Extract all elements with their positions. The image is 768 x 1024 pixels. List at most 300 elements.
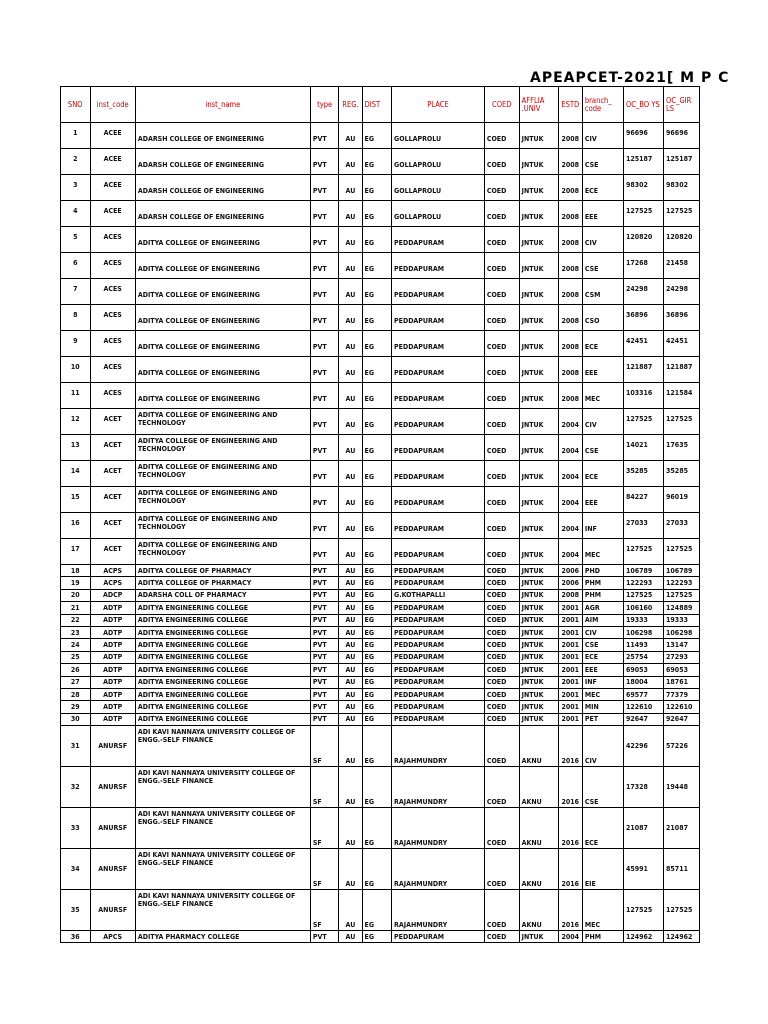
cell-coed: COED: [484, 726, 519, 767]
cell-oc-girls: 85711: [664, 849, 700, 890]
cell-reg: AU: [339, 123, 362, 149]
cell-coed: COED: [484, 614, 519, 626]
cell-coed: COED: [484, 539, 519, 565]
cell-branch-code: CIV: [582, 123, 623, 149]
table-row: [61, 435, 700, 461]
cell-inst-code: ACEE: [90, 175, 135, 201]
cell-inst-code: ACES: [90, 357, 135, 383]
cell-dist: EG: [362, 409, 392, 435]
cell-type: PVT: [310, 676, 338, 688]
cell-sno: 10: [61, 357, 91, 383]
cell-oc-girls: 121887: [664, 357, 700, 383]
cell-dist: EG: [362, 688, 392, 700]
header-reg: REG.: [339, 87, 362, 123]
cell-inst-name: ADI KAVI NANNAYA UNIVERSITY COLLEGE OF ENGG.-SELF FINANCE: [135, 849, 310, 890]
cell-sno: 9: [61, 331, 91, 357]
cell-inst-name: ADITYA COLLEGE OF ENGINEERING: [135, 305, 310, 331]
cell-affiliation: JNTUK: [519, 513, 558, 539]
cell-inst-code: ANURSF: [90, 726, 135, 767]
cell-inst-name: ADITYA ENGINEERING COLLEGE: [135, 701, 310, 713]
cell-coed: COED: [484, 435, 519, 461]
cell-oc-boys: 92647: [623, 713, 663, 725]
cell-estd: 2004: [558, 487, 582, 513]
cell-sno: 16: [61, 513, 91, 539]
cell-type: PVT: [310, 602, 338, 614]
cell-inst-code: ACPS: [90, 565, 135, 577]
cell-type: PVT: [310, 713, 338, 725]
cell-oc-boys: 103316: [623, 383, 663, 409]
cell-coed: COED: [484, 565, 519, 577]
cell-sno: 36: [61, 931, 91, 943]
cell-affiliation: AKNU: [519, 890, 558, 931]
cell-inst-code: APCS: [90, 931, 135, 943]
cell-sno: 12: [61, 409, 91, 435]
cell-dist: EG: [362, 331, 392, 357]
cell-branch-code: ECE: [582, 331, 623, 357]
cell-reg: AU: [339, 589, 362, 601]
cell-reg: AU: [339, 539, 362, 565]
cell-oc-boys: 120820: [623, 227, 663, 253]
cell-coed: COED: [484, 701, 519, 713]
cell-branch-code: INF: [582, 513, 623, 539]
cell-reg: AU: [339, 409, 362, 435]
cell-inst-name: ADITYA ENGINEERING COLLEGE: [135, 688, 310, 700]
cell-branch-code: PHD: [582, 565, 623, 577]
cell-type: PVT: [310, 253, 338, 279]
cell-estd: 2008: [558, 383, 582, 409]
cell-coed: COED: [484, 409, 519, 435]
cell-estd: 2004: [558, 931, 582, 943]
cell-sno: 28: [61, 688, 91, 700]
cell-inst-name: ADITYA COLLEGE OF ENGINEERING: [135, 357, 310, 383]
cell-type: PVT: [310, 201, 338, 227]
cell-dist: EG: [362, 639, 392, 651]
cell-dist: EG: [362, 726, 392, 767]
table-row: [61, 461, 700, 487]
table-row: [61, 279, 700, 305]
cell-inst-name: ADI KAVI NANNAYA UNIVERSITY COLLEGE OF ENGG.-SELF FINANCE: [135, 726, 310, 767]
cell-sno: 6: [61, 253, 91, 279]
cell-inst-code: ACET: [90, 487, 135, 513]
cell-affiliation: JNTUK: [519, 123, 558, 149]
cell-estd: 2004: [558, 461, 582, 487]
cell-sno: 22: [61, 614, 91, 626]
cell-branch-code: CSE: [582, 435, 623, 461]
cell-coed: COED: [484, 227, 519, 253]
cell-place: PEDDAPURAM: [392, 664, 485, 676]
cell-inst-name: ADITYA ENGINEERING COLLEGE: [135, 676, 310, 688]
table-row: [61, 227, 700, 253]
cell-affiliation: JNTUK: [519, 565, 558, 577]
cell-place: PEDDAPURAM: [392, 676, 485, 688]
cell-place: PEDDAPURAM: [392, 513, 485, 539]
cell-oc-girls: 124889: [664, 602, 700, 614]
cell-estd: 2008: [558, 253, 582, 279]
cell-sno: 25: [61, 651, 91, 663]
cell-affiliation: JNTUK: [519, 664, 558, 676]
cell-oc-girls: 127525: [664, 589, 700, 601]
cell-type: PVT: [310, 589, 338, 601]
cell-sno: 11: [61, 383, 91, 409]
cell-inst-name: ADARSH COLLEGE OF ENGINEERING: [135, 149, 310, 175]
cell-dist: EG: [362, 651, 392, 663]
cell-inst-code: ACES: [90, 383, 135, 409]
cell-estd: 2008: [558, 589, 582, 601]
cell-dist: EG: [362, 539, 392, 565]
cell-estd: 2001: [558, 651, 582, 663]
table-row: [61, 626, 700, 638]
cell-branch-code: AIM: [582, 614, 623, 626]
cell-inst-code: ADTP: [90, 664, 135, 676]
table-row: [61, 305, 700, 331]
cell-oc-girls: 124962: [664, 931, 700, 943]
cell-affiliation: JNTUK: [519, 688, 558, 700]
cell-reg: AU: [339, 227, 362, 253]
cell-reg: AU: [339, 253, 362, 279]
cell-type: PVT: [310, 701, 338, 713]
cell-type: PVT: [310, 279, 338, 305]
cell-sno: 26: [61, 664, 91, 676]
cell-place: PEDDAPURAM: [392, 701, 485, 713]
cell-reg: AU: [339, 602, 362, 614]
cell-oc-girls: 127525: [664, 890, 700, 931]
cell-reg: AU: [339, 651, 362, 663]
cell-affiliation: JNTUK: [519, 227, 558, 253]
cell-coed: COED: [484, 383, 519, 409]
cell-inst-name: ADITYA COLLEGE OF PHARMACY: [135, 565, 310, 577]
cell-dist: EG: [362, 149, 392, 175]
cell-dist: EG: [362, 357, 392, 383]
cell-sno: 27: [61, 676, 91, 688]
cell-affiliation: JNTUK: [519, 639, 558, 651]
cell-branch-code: MEC: [582, 539, 623, 565]
cell-inst-code: ACES: [90, 331, 135, 357]
cell-estd: 2001: [558, 701, 582, 713]
cell-type: PVT: [310, 409, 338, 435]
cell-estd: 2008: [558, 279, 582, 305]
cell-oc-boys: 127525: [623, 890, 663, 931]
cell-affiliation: JNTUK: [519, 713, 558, 725]
cell-affiliation: JNTUK: [519, 577, 558, 589]
cell-oc-boys: 17268: [623, 253, 663, 279]
cell-oc-girls: 27033: [664, 513, 700, 539]
cell-oc-boys: 122610: [623, 701, 663, 713]
cell-dist: EG: [362, 713, 392, 725]
cell-type: PVT: [310, 305, 338, 331]
cell-coed: COED: [484, 279, 519, 305]
cell-inst-name: ADITYA ENGINEERING COLLEGE: [135, 602, 310, 614]
sheet-title: APEAPCET-2021[ M P C: [530, 70, 730, 86]
cell-inst-code: ADTP: [90, 676, 135, 688]
cell-oc-girls: 122293: [664, 577, 700, 589]
cell-place: RAJAHMUNDRY: [392, 767, 485, 808]
cell-oc-boys: 35285: [623, 461, 663, 487]
cell-reg: AU: [339, 639, 362, 651]
cell-inst-name: ADITYA ENGINEERING COLLEGE: [135, 713, 310, 725]
table-row: [61, 383, 700, 409]
table-row: [61, 639, 700, 651]
cell-oc-girls: 18761: [664, 676, 700, 688]
table-row: [61, 589, 700, 601]
cell-sno: 34: [61, 849, 91, 890]
cell-type: PVT: [310, 487, 338, 513]
cell-estd: 2008: [558, 201, 582, 227]
cell-place: PEDDAPURAM: [392, 614, 485, 626]
cell-coed: COED: [484, 331, 519, 357]
cell-dist: EG: [362, 602, 392, 614]
cell-place: PEDDAPURAM: [392, 279, 485, 305]
cell-oc-girls: 19448: [664, 767, 700, 808]
cell-estd: 2001: [558, 664, 582, 676]
cell-oc-boys: 106160: [623, 602, 663, 614]
header-oc-boys: OC_BO YS: [623, 87, 663, 123]
table-row: [61, 487, 700, 513]
cell-oc-boys: 21087: [623, 808, 663, 849]
cell-inst-name: ADITYA COLLEGE OF ENGINEERING: [135, 279, 310, 305]
cell-coed: COED: [484, 664, 519, 676]
cell-type: PVT: [310, 651, 338, 663]
cell-inst-code: ADTP: [90, 713, 135, 725]
cell-estd: 2016: [558, 849, 582, 890]
cell-oc-boys: 24298: [623, 279, 663, 305]
cell-dist: EG: [362, 589, 392, 601]
cell-reg: AU: [339, 701, 362, 713]
cell-sno: 15: [61, 487, 91, 513]
cell-dist: EG: [362, 767, 392, 808]
header-row: [61, 87, 700, 123]
cell-type: PVT: [310, 614, 338, 626]
cell-coed: COED: [484, 513, 519, 539]
cell-coed: COED: [484, 676, 519, 688]
cell-type: SF: [310, 726, 338, 767]
cell-branch-code: ECE: [582, 461, 623, 487]
cell-coed: COED: [484, 651, 519, 663]
cell-reg: AU: [339, 175, 362, 201]
cell-type: PVT: [310, 461, 338, 487]
cell-affiliation: JNTUK: [519, 253, 558, 279]
cell-reg: AU: [339, 487, 362, 513]
cell-branch-code: CSE: [582, 639, 623, 651]
cell-coed: COED: [484, 688, 519, 700]
cell-affiliation: JNTUK: [519, 931, 558, 943]
cell-affiliation: JNTUK: [519, 626, 558, 638]
cell-place: PEDDAPURAM: [392, 626, 485, 638]
cell-affiliation: JNTUK: [519, 175, 558, 201]
table-row: [61, 767, 700, 808]
cell-inst-code: ADTP: [90, 651, 135, 663]
cell-branch-code: MEC: [582, 890, 623, 931]
cell-coed: COED: [484, 149, 519, 175]
cell-inst-code: ACEE: [90, 123, 135, 149]
cell-place: GOLLAPROLU: [392, 201, 485, 227]
cell-oc-girls: 122610: [664, 701, 700, 713]
cell-branch-code: EEE: [582, 357, 623, 383]
cell-branch-code: ECE: [582, 808, 623, 849]
cell-dist: EG: [362, 808, 392, 849]
cell-oc-girls: 13147: [664, 639, 700, 651]
table-row: [61, 577, 700, 589]
cell-branch-code: CSO: [582, 305, 623, 331]
cell-branch-code: PET: [582, 713, 623, 725]
cell-inst-name: ADI KAVI NANNAYA UNIVERSITY COLLEGE OF ENGG.-SELF FINANCE: [135, 890, 310, 931]
cell-inst-code: ACET: [90, 461, 135, 487]
cell-type: PVT: [310, 331, 338, 357]
cell-estd: 2006: [558, 577, 582, 589]
cell-branch-code: PHM: [582, 931, 623, 943]
cell-affiliation: JNTUK: [519, 435, 558, 461]
cell-inst-code: ADTP: [90, 639, 135, 651]
cell-sno: 31: [61, 726, 91, 767]
table-row: [61, 175, 700, 201]
cell-oc-boys: 27033: [623, 513, 663, 539]
cell-sno: 7: [61, 279, 91, 305]
cell-estd: 2008: [558, 357, 582, 383]
cell-oc-boys: 121887: [623, 357, 663, 383]
cell-sno: 14: [61, 461, 91, 487]
cell-inst-name: ADITYA ENGINEERING COLLEGE: [135, 651, 310, 663]
cell-place: PEDDAPURAM: [392, 487, 485, 513]
cell-estd: 2004: [558, 435, 582, 461]
cell-inst-name: ADITYA COLLEGE OF ENGINEERING AND TECHNOLOGY: [135, 461, 310, 487]
cell-inst-name: ADARSH COLLEGE OF ENGINEERING: [135, 175, 310, 201]
cell-coed: COED: [484, 175, 519, 201]
cell-place: PEDDAPURAM: [392, 539, 485, 565]
cell-type: PVT: [310, 931, 338, 943]
cell-type: PVT: [310, 626, 338, 638]
cell-affiliation: JNTUK: [519, 461, 558, 487]
cell-inst-code: ADCP: [90, 589, 135, 601]
cell-branch-code: AGR: [582, 602, 623, 614]
cell-type: PVT: [310, 513, 338, 539]
cell-inst-code: ADTP: [90, 602, 135, 614]
cell-coed: COED: [484, 602, 519, 614]
cell-sno: 21: [61, 602, 91, 614]
cell-reg: AU: [339, 664, 362, 676]
cell-oc-boys: 45991: [623, 849, 663, 890]
cell-branch-code: EIE: [582, 849, 623, 890]
cell-estd: 2016: [558, 890, 582, 931]
cell-sno: 18: [61, 565, 91, 577]
cell-oc-boys: 127525: [623, 539, 663, 565]
cell-reg: AU: [339, 513, 362, 539]
cell-estd: 2008: [558, 123, 582, 149]
table-row: [61, 602, 700, 614]
cell-reg: AU: [339, 676, 362, 688]
cell-dist: EG: [362, 123, 392, 149]
cell-coed: COED: [484, 890, 519, 931]
table-row: [61, 409, 700, 435]
cell-place: PEDDAPURAM: [392, 577, 485, 589]
cell-place: PEDDAPURAM: [392, 435, 485, 461]
cell-affiliation: JNTUK: [519, 589, 558, 601]
table-row: [61, 688, 700, 700]
cell-oc-girls: 125187: [664, 149, 700, 175]
cell-branch-code: CIV: [582, 626, 623, 638]
cell-estd: 2001: [558, 639, 582, 651]
cell-reg: AU: [339, 435, 362, 461]
cell-oc-girls: 77379: [664, 688, 700, 700]
cell-place: PEDDAPURAM: [392, 639, 485, 651]
cell-inst-code: ADTP: [90, 701, 135, 713]
cell-dist: EG: [362, 383, 392, 409]
table-row: [61, 614, 700, 626]
cell-oc-boys: 17328: [623, 767, 663, 808]
cell-sno: 24: [61, 639, 91, 651]
cell-oc-girls: 69053: [664, 664, 700, 676]
cell-place: PEDDAPURAM: [392, 931, 485, 943]
cell-oc-girls: 24298: [664, 279, 700, 305]
cell-reg: AU: [339, 767, 362, 808]
cell-inst-name: ADITYA COLLEGE OF ENGINEERING: [135, 253, 310, 279]
cell-branch-code: CIV: [582, 409, 623, 435]
cell-inst-name: ADITYA COLLEGE OF ENGINEERING: [135, 383, 310, 409]
cell-oc-boys: 36896: [623, 305, 663, 331]
college-cutoff-table: [60, 86, 700, 943]
cell-reg: AU: [339, 565, 362, 577]
cell-place: PEDDAPURAM: [392, 305, 485, 331]
table-row: [61, 331, 700, 357]
cell-branch-code: CIV: [582, 726, 623, 767]
cell-place: PEDDAPURAM: [392, 383, 485, 409]
cell-reg: AU: [339, 149, 362, 175]
cell-dist: EG: [362, 279, 392, 305]
cell-place: PEDDAPURAM: [392, 253, 485, 279]
cell-inst-name: ADITYA ENGINEERING COLLEGE: [135, 626, 310, 638]
cell-affiliation: JNTUK: [519, 676, 558, 688]
table-row: [61, 849, 700, 890]
cell-coed: COED: [484, 357, 519, 383]
cell-inst-name: ADITYA COLLEGE OF ENGINEERING AND TECHNOLOGY: [135, 487, 310, 513]
cell-type: PVT: [310, 664, 338, 676]
cell-type: PVT: [310, 539, 338, 565]
cell-inst-code: ANURSF: [90, 767, 135, 808]
cell-sno: 20: [61, 589, 91, 601]
cell-oc-boys: 98302: [623, 175, 663, 201]
cell-reg: AU: [339, 890, 362, 931]
cell-dist: EG: [362, 253, 392, 279]
cell-type: PVT: [310, 357, 338, 383]
cell-affiliation: JNTUK: [519, 602, 558, 614]
table-row: [61, 123, 700, 149]
cell-reg: AU: [339, 357, 362, 383]
cell-oc-girls: 98302: [664, 175, 700, 201]
header-dist: DIST: [362, 87, 392, 123]
cell-oc-boys: 96696: [623, 123, 663, 149]
cell-dist: EG: [362, 305, 392, 331]
cell-affiliation: JNTUK: [519, 383, 558, 409]
cell-branch-code: EEE: [582, 664, 623, 676]
cell-place: PEDDAPURAM: [392, 602, 485, 614]
cell-reg: AU: [339, 614, 362, 626]
cell-inst-code: ADTP: [90, 688, 135, 700]
cell-sno: 4: [61, 201, 91, 227]
cell-place: PEDDAPURAM: [392, 713, 485, 725]
cell-reg: AU: [339, 726, 362, 767]
cell-coed: COED: [484, 713, 519, 725]
cell-affiliation: JNTUK: [519, 149, 558, 175]
cell-branch-code: MEC: [582, 383, 623, 409]
cell-oc-boys: 42296: [623, 726, 663, 767]
cell-oc-girls: 106298: [664, 626, 700, 638]
cell-coed: COED: [484, 123, 519, 149]
cell-reg: AU: [339, 331, 362, 357]
cell-place: PEDDAPURAM: [392, 227, 485, 253]
cell-estd: 2016: [558, 767, 582, 808]
cell-inst-code: ACET: [90, 409, 135, 435]
cell-oc-girls: 35285: [664, 461, 700, 487]
header-type: type: [310, 87, 338, 123]
cell-inst-name: ADI KAVI NANNAYA UNIVERSITY COLLEGE OF ENGG.-SELF FINANCE: [135, 808, 310, 849]
